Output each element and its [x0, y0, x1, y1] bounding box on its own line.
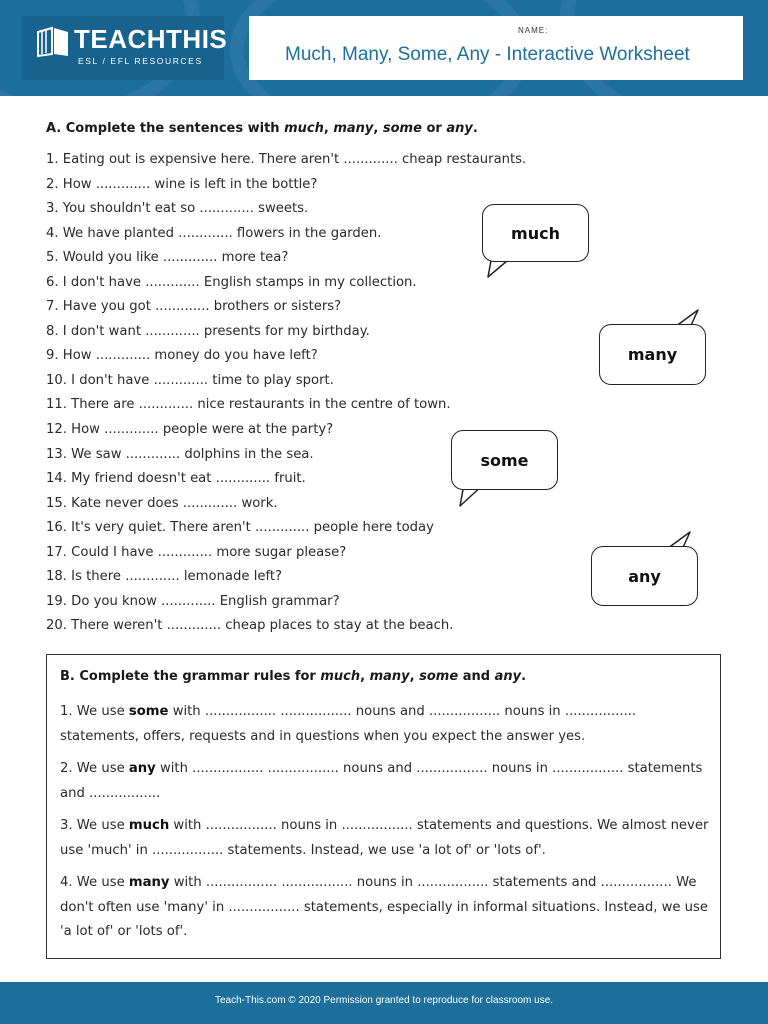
heading-text: .	[472, 121, 478, 136]
grammar-rule[interactable]	[60, 700, 710, 749]
heading-word: much	[284, 121, 324, 136]
heading-word: some	[382, 121, 422, 136]
heading-word: much	[320, 669, 361, 684]
logo-subtitle: ESL / EFL RESOURCES	[78, 56, 203, 66]
sentence-item[interactable]: 3. You shouldn't eat so ............. sweets.	[46, 201, 309, 217]
heading-word: many	[369, 669, 410, 684]
grammar-rule[interactable]	[60, 871, 710, 945]
sentence-item[interactable]: 16. It's very quiet. There aren't ............. people here today	[46, 520, 434, 536]
grammar-rule[interactable]	[60, 814, 710, 863]
footer-banner	[0, 982, 768, 1024]
sentence-item[interactable]: 6. I don't have ............. English stamps in my collection.	[46, 274, 417, 290]
speech-bubble-any: any	[591, 546, 698, 606]
rule-keyword: any	[128, 761, 156, 776]
sentence-item[interactable]: 11. There are ............. nice restaurants in the centre of town.	[46, 397, 451, 413]
sentence-item[interactable]: 20. There weren't ............. cheap places to stay at the beach.	[46, 618, 454, 634]
sentence-item[interactable]: 9. How ............. money do you have left?	[46, 348, 318, 364]
rule-text: with ................. ................. nouns in ................. statements and ................. We don't often use 'many' in ................. statements, especially in informal situations. Instead, we use 'a lot of' or 'lots of'.	[60, 875, 709, 939]
heading-text: or	[426, 121, 442, 136]
heading-word: any	[494, 669, 522, 684]
rule-text: 1. We use	[60, 704, 129, 719]
sentence-item[interactable]: 12. How ............. people were at the party?	[46, 422, 334, 438]
rule-text: 4. We use	[60, 875, 129, 890]
speech-bubble-much: much	[482, 204, 589, 262]
name-label: NAME:	[518, 26, 549, 35]
sentence-item[interactable]: 17. Could I have ............. more sugar please?	[46, 544, 347, 560]
worksheet-title: Much, Many, Some, Any - Interactive Worksheet	[285, 44, 690, 65]
section-b-box	[46, 654, 721, 959]
rule-text: with ................. ................. nouns and ................. nouns in ................. statements and .................	[60, 761, 703, 801]
sentence-item[interactable]: 7. Have you got ............. brothers or sisters?	[46, 299, 342, 315]
speech-bubble-some: some	[451, 430, 558, 490]
sentence-item[interactable]: 19. Do you know ............. English grammar?	[46, 593, 340, 609]
sentence-item[interactable]: 10. I don't have ............. time to play sport.	[46, 372, 334, 388]
rule-keyword: much	[128, 818, 170, 833]
heading-word: many	[333, 121, 374, 136]
section-b-heading: B. Complete the grammar rules for much, many, some and any.	[60, 669, 527, 684]
heading-word: any	[446, 121, 473, 136]
book-logo-icon	[36, 26, 70, 58]
grammar-rule[interactable]	[60, 757, 710, 806]
sentence-item[interactable]: 5. Would you like ............. more tea?	[46, 250, 289, 266]
sentence-item[interactable]: 2. How ............. wine is left in the bottle?	[46, 176, 318, 192]
rule-text: with ................. nouns in ................. statements and questions. We almost never use 'much' in ................. statements. Instead, we use 'a lot of' or 'lots of'.	[60, 818, 709, 858]
sentence-item[interactable]: 13. We saw ............. dolphins in the sea.	[46, 446, 314, 462]
section-a-heading: A. Complete the sentences with much, many, some or any.	[46, 121, 478, 136]
heading-word: some	[419, 669, 459, 684]
speech-bubble-many: many	[599, 324, 706, 385]
sentence-item[interactable]: 18. Is there ............. lemonade left?	[46, 569, 283, 585]
sentence-list	[46, 150, 526, 641]
sentence-item[interactable]: 15. Kate never does ............. work.	[46, 495, 278, 511]
heading-text: .	[521, 669, 527, 684]
footer-copyright: Teach-This.com © 2020 Permission granted to reproduce for classroom use.	[214, 995, 554, 1006]
heading-text: B. Complete the grammar rules for	[60, 669, 316, 684]
logo-text: TEACHTHIS	[74, 24, 228, 54]
logo	[22, 16, 228, 80]
rule-text: 3. We use	[60, 818, 129, 833]
heading-text: A. Complete the sentences with	[46, 121, 280, 136]
title-box	[249, 16, 743, 80]
sentence-item[interactable]: 14. My friend doesn't eat ............. fruit.	[46, 471, 306, 487]
rule-keyword: many	[128, 875, 170, 890]
sentence-item[interactable]: 4. We have planted ............. flowers in the garden.	[46, 225, 382, 241]
rule-text: with ................. ................. nouns and ................. nouns in ................. statements, offers, requests and in questions when you expect the answer yes.	[60, 704, 637, 744]
sentence-item[interactable]: 1. Eating out is expensive here. There aren't ............. cheap restaurants.	[46, 152, 527, 167]
rule-keyword: some	[128, 704, 169, 719]
header-banner	[0, 0, 768, 96]
heading-text: and	[462, 669, 491, 684]
sentence-item[interactable]: 8. I don't want ............. presents for my birthday.	[46, 323, 370, 339]
rule-text: 2. We use	[60, 761, 129, 776]
